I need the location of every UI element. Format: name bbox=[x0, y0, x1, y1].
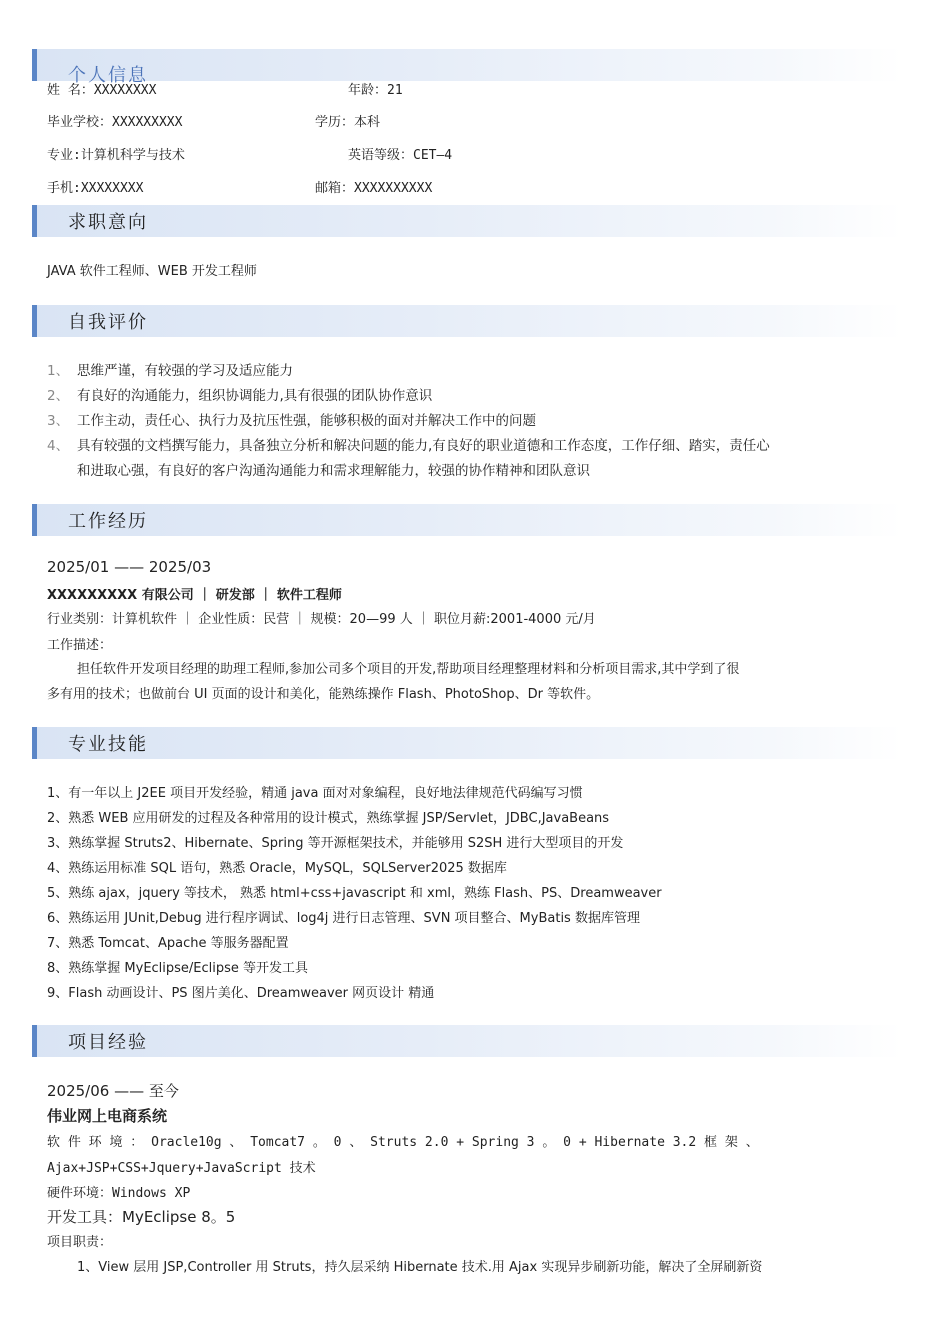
project-software-env: 软 件 环 境 ： Oracle10g 、 Tomcat7 。 0 、 Struts 2.0 + Spring 3 。 0 + Hibernate 3.2 框 架 、 bbox=[47, 1135, 759, 1150]
project-duty-line: 1、View 层用 JSP,Controller 用 Struts，持久层采纳 Hibernate 技术.用 Ajax 实现异步刷新功能，解决了全屏刷新资 bbox=[77, 1260, 763, 1275]
section-header-project bbox=[32, 1025, 902, 1057]
personal-name: 姓 名：XXXXXXXX bbox=[47, 83, 157, 98]
self-eval-item-continuation: 和进取心强，有良好的客户沟通沟通能力和需求理解能力，较强的协作精神和团队意识 bbox=[77, 463, 590, 479]
skill-item: 7、熟悉 Tomcat、Apache 等服务器配置 bbox=[47, 936, 289, 951]
personal-major: 专业:计算机科学与技术 bbox=[47, 148, 185, 163]
job-intent: JAVA 软件工程师、WEB 开发工程师 bbox=[47, 264, 257, 279]
work-desc-line: 担任软件开发项目经理的助理工程师,参加公司多个项目的开发,帮助项目经理整理材料和分析项目需求,其中学到了很 bbox=[77, 662, 740, 677]
section-title: 专业技能 bbox=[68, 734, 148, 755]
item-text: 有良好的沟通能力，组织协调能力,具有很强的团队协作意识 bbox=[77, 388, 433, 404]
item-text: 思维严谨，有较强的学习及适应能力 bbox=[77, 363, 293, 379]
item-number: 3、 bbox=[47, 413, 70, 429]
project-dev-tools: 开发工具：MyEclipse 8。5 bbox=[47, 1208, 236, 1226]
personal-school: 毕业学校：XXXXXXXXX bbox=[47, 115, 183, 130]
item-number: 4、 bbox=[47, 438, 70, 454]
skill-item: 6、熟练运用 JUnit,Debug 进行程序调试、log4j 进行日志管理、SVN 项目整合、MyBatis 数据库管理 bbox=[47, 911, 640, 926]
project-name: 伟业网上电商系统 bbox=[47, 1107, 168, 1125]
item-text: 具有较强的文档撰写能力，具备独立分析和解决问题的能力,有良好的职业道德和工作态度，工作仔细、踏实，责任心 bbox=[77, 438, 770, 454]
section-title: 求职意向 bbox=[68, 212, 148, 233]
skill-item: 8、熟练掌握 MyEclipse/Eclipse 等开发工具 bbox=[47, 961, 309, 976]
skill-item: 3、熟练掌握 Struts2、Hibernate、Spring 等开源框架技术，并能够用 S2SH 进行大型项目的开发 bbox=[47, 836, 624, 851]
section-header-work bbox=[32, 504, 902, 536]
project-duty-label: 项目职责： bbox=[47, 1235, 113, 1250]
item-number: 2、 bbox=[47, 388, 70, 404]
project-hardware-env: 硬件环境：Windows XP bbox=[47, 1186, 191, 1201]
personal-degree: 学历：本科 bbox=[315, 115, 381, 130]
project-period: 2025/06 —— 至今 bbox=[47, 1082, 179, 1100]
section-header-skills bbox=[32, 727, 902, 759]
personal-email: 邮箱：XXXXXXXXXX bbox=[315, 181, 433, 196]
section-header-self-eval bbox=[32, 305, 902, 337]
skill-item: 9、Flash 动画设计、PS 图片美化、Dreamweaver 网页设计 精通 bbox=[47, 986, 435, 1001]
work-desc-label: 工作描述： bbox=[47, 638, 113, 653]
item-number: 1、 bbox=[47, 363, 70, 379]
skill-item: 1、有一年以上 J2EE 项目开发经验，精通 java 面对对象编程，良好地法律规范代码编写习惯 bbox=[47, 786, 583, 801]
work-period: 2025/01 —— 2025/03 bbox=[47, 558, 212, 576]
item-text: 工作主动，责任心、执行力及抗压性强，能够积极的面对并解决工作中的问题 bbox=[77, 413, 536, 429]
section-header-personal bbox=[32, 49, 902, 86]
section-header-intent bbox=[32, 205, 902, 237]
section-title: 工作经历 bbox=[68, 511, 148, 532]
skill-item: 5、熟练 ajax，jquery 等技术， 熟悉 html+css+javascript 和 xml，熟练 Flash、PS、Dreamweaver bbox=[47, 886, 662, 901]
skill-item: 2、熟悉 WEB 应用研发的过程及各种常用的设计模式，熟练掌握 JSP/Servlet，JDBC,JavaBeans bbox=[47, 811, 610, 826]
personal-english: 英语等级：CET—4 bbox=[348, 148, 453, 163]
work-company: XXXXXXXXX 有限公司 ｜ 研发部 ｜ 软件工程师 bbox=[47, 588, 342, 603]
section-title: 项目经验 bbox=[68, 1032, 148, 1053]
project-software-env-cont: Ajax+JSP+CSS+Jquery+JavaScript 技术 bbox=[47, 1161, 316, 1176]
work-desc-line: 多有用的技术；也做前台 UI 页面的设计和美化，能熟练操作 Flash、PhotoShop、Dr 等软件。 bbox=[47, 687, 600, 702]
work-meta: 行业类别：计算机软件 ｜ 企业性质：民营 ｜ 规模：20—99 人 ｜ 职位月薪:2001-4000 元/月 bbox=[47, 612, 596, 627]
self-eval-item bbox=[47, 359, 293, 379]
personal-age: 年龄：21 bbox=[348, 83, 403, 98]
section-title: 自我评价 bbox=[68, 312, 148, 333]
self-eval-item bbox=[47, 434, 770, 454]
self-eval-item bbox=[47, 384, 432, 404]
personal-phone: 手机:XXXXXXXX bbox=[47, 181, 144, 196]
section-title: 个人信息 bbox=[68, 65, 148, 86]
self-eval-item bbox=[47, 409, 536, 429]
skill-item: 4、熟练运用标准 SQL 语句，熟悉 Oracle，MySQL，SQLServer2025 数据库 bbox=[47, 861, 507, 876]
